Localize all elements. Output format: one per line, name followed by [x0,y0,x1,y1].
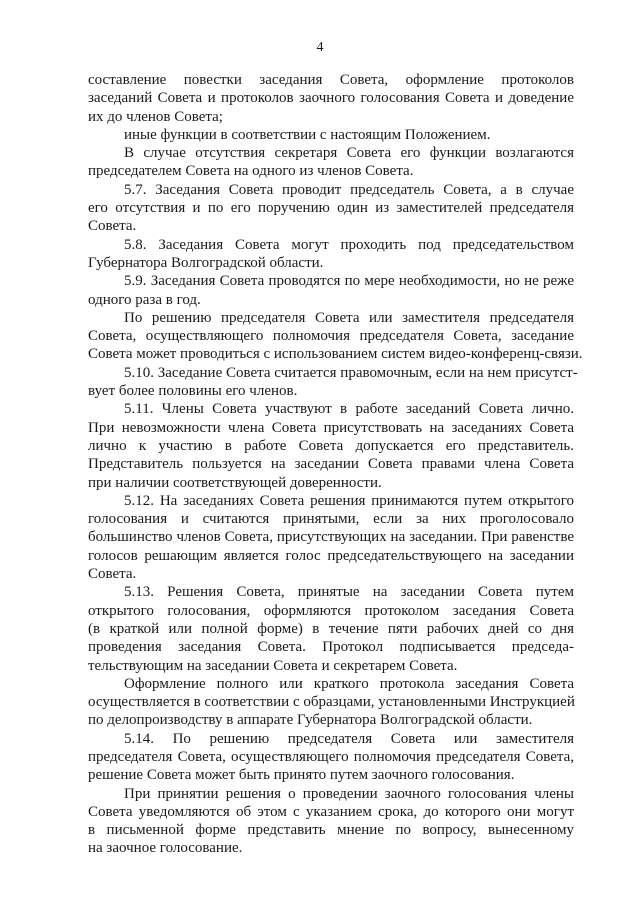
paragraph-p6 [88,272,574,309]
text-line: проведения заседания Совета. Протокол подписывается председа- [88,639,574,656]
paragraph-p1 [88,71,574,126]
text-line: (в краткой или полной форме) в течение пяти рабочих дней со дня [88,620,574,637]
paragraph-p4 [88,181,574,236]
text-line: большинство членов Совета, присутствующих на заседании. При равенстве [88,529,574,546]
text-line: лично к участию в работе Совета допускается его представитель. [88,437,574,454]
paragraph-p11 [88,583,574,674]
text-line: Совета. [88,218,137,235]
text-line: Совета уведомляются об этом с указанием срока, до которого они могут [88,803,574,820]
text-line: Совета может проводиться с использованием систем видео-конференц-связи. [88,346,583,363]
text-line: на заочное голосование. [88,840,243,857]
paragraph-p10 [88,492,574,583]
text-line: По решению председателя Совета или заместителя председателя [124,309,574,326]
text-line: открытого голосования, оформляются протоколом заседания Совета [88,602,574,619]
text-line: тельствующим на заседании Совета и секретарем Совета. [88,657,458,674]
text-line: одного раза в год. [88,291,201,308]
paragraph-p12 [88,675,574,730]
paragraph-p2 [88,126,574,144]
paragraph-p3 [88,144,574,181]
text-line: их до членов Совета; [88,108,223,125]
paragraph-p14 [88,785,574,858]
text-line: Оформление полного или краткого протокола заседания Совета [124,675,574,692]
text-line: при наличии соответствующей доверенности. [88,474,382,491]
text-line: решение Совета может быть принято путем заочного голосования. [88,767,515,784]
paragraph-p9 [88,400,574,491]
paragraph-p13 [88,730,574,785]
text-line: 5.11. Члены Совета участвуют в работе заседаний Совета лично. [124,401,574,418]
page-number: 4 [316,40,324,55]
text-line: его отсутствия и по его поручению один из заместителей председателя [88,200,574,217]
text-line: иные функции в соответствии с настоящим Положением. [124,126,491,143]
text-line: председателем Совета на одного из членов Совета. [88,163,414,180]
text-line: Губернатора Волгоградской области. [88,254,324,271]
text-line: 5.10. Заседание Совета считается правомочным, если на нем присутст- [124,364,578,381]
text-line: В случае отсутствия секретаря Совета его функции возлагаются [124,145,574,162]
text-line: 5.7. Заседания Совета проводит председатель Совета, а в случае [124,181,574,198]
text-line: заседаний Совета и протоколов заочного голосования Совета и доведение [88,90,574,107]
text-line: При принятии решения о проведении заочного голосования члены [124,785,574,802]
text-line: 5.9. Заседания Совета проводятся по мере необходимости, но не реже [124,273,574,290]
text-line: 5.8. Заседания Совета могут проходить под председательством [124,236,574,253]
text-line: составление повестки заседания Совета, оформление протоколов [88,72,574,88]
document-body [88,71,583,858]
paragraph-p7 [88,309,583,364]
text-line: 5.12. На заседаниях Совета решения принимаются путем открытого [124,492,574,509]
text-line: 5.13. Решения Совета, принятые на заседании Совета путем [124,584,574,601]
text-line: вует более половины его членов. [88,383,298,400]
text-line: председателя Совета, осуществляющего полномочия председателя Совета, [88,748,574,765]
text-line: Совета, осуществляющего полномочия председателя Совета, заседание [88,328,574,345]
paragraph-p5 [88,236,574,273]
text-line: При невозможности члена Совета присутствовать на заседаниях Совета [88,419,574,436]
text-line: голосов решающим является голос председательствующего на заседании [88,547,574,564]
text-line: по делопроизводству в аппарате Губернатора Волгоградской области. [88,712,533,729]
text-line: голосования и считаются принятыми, если за них проголосовало [88,511,574,528]
text-line: Совета. [88,566,137,583]
text-line: Представитель пользуется на заседании Совета правами члена Совета [88,456,574,473]
paragraph-p8 [88,364,578,401]
text-line: осуществляется в соответствии с образцами, установленными Инструкцией [88,694,575,711]
text-line: 5.14. По решению председателя Совета или заместителя [124,730,574,747]
text-line: в письменной форме представить мнение по вопросу, вынесенному [88,822,574,839]
